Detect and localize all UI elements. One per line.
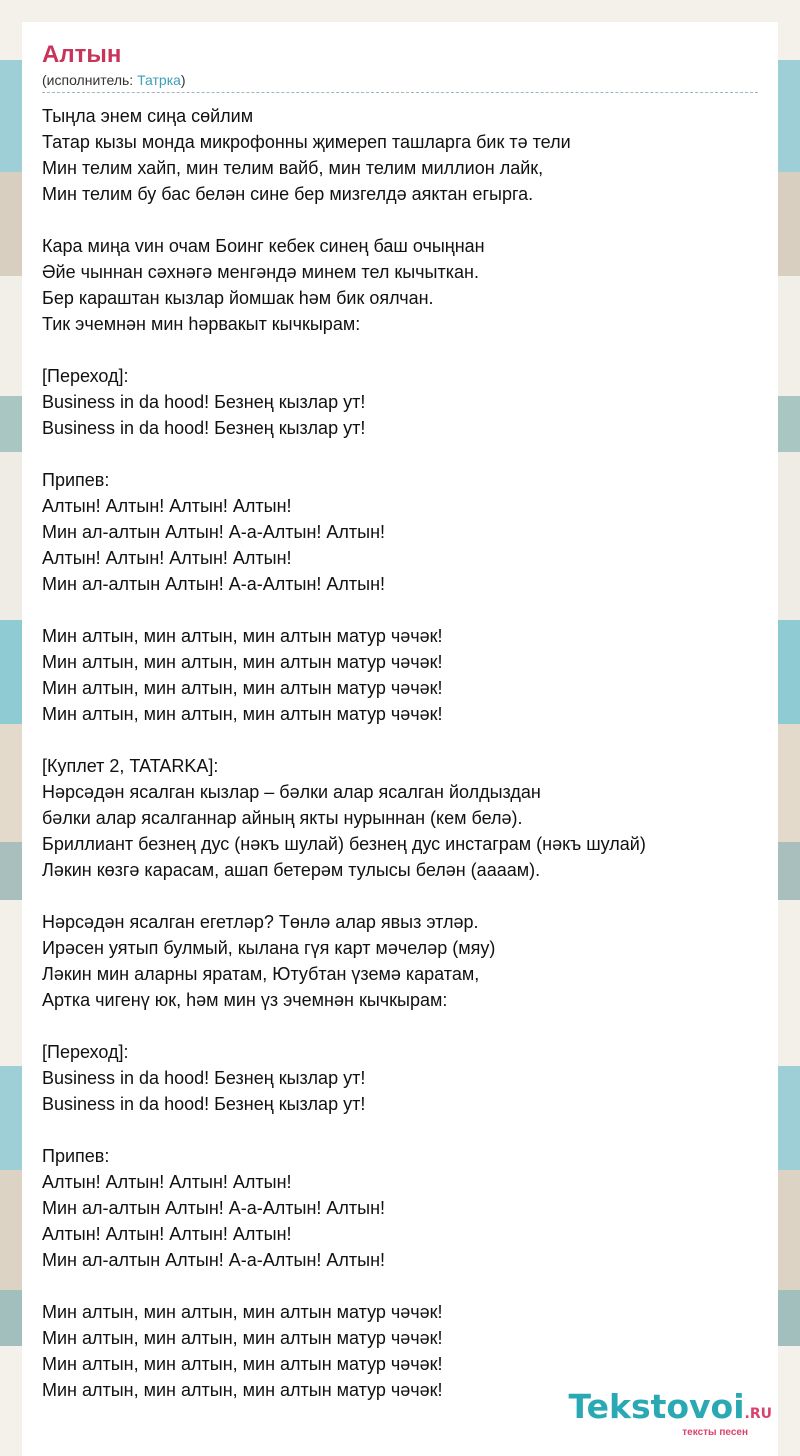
lyric-line: Мин ал-алтын Алтын! А-а-Алтын! Алтын! — [42, 1198, 386, 1218]
artist-suffix: ) — [180, 72, 186, 88]
lyric-line: Тик эчемнән мин һәрвакыт кычкырам: — [42, 314, 361, 334]
lyric-line: Мин алтын, мин алтын, мин алтын матур чәчәк! — [42, 1328, 443, 1348]
lyric-line: Business in da hood! Безнең кызлар ут! — [42, 1094, 366, 1114]
lyric-line: Нәрсәдән ясалган кызлар – бәлки алар ясалган йолдыздан — [42, 782, 541, 802]
logo-name: Tekstovoi — [568, 1387, 745, 1426]
lyric-line: Мин алтын, мин алтын, мин алтын матур чәчәк! — [42, 1354, 443, 1374]
lyric-line: Мин ал-алтын Алтын! А-а-Алтын! Алтын! — [42, 574, 386, 594]
lyric-line: Мин алтын, мин алтын, мин алтын матур чәчәк! — [42, 704, 443, 724]
lyric-line: Алтын! Алтын! Алтын! Алтын! — [42, 1224, 292, 1244]
lyric-line: Мин алтын, мин алтын, мин алтын матур чәчәк! — [42, 1380, 443, 1400]
lyric-line: Мин алтын, мин алтын, мин алтын матур чәчәк! — [42, 652, 443, 672]
lyrics-card — [22, 22, 778, 1456]
lyric-line: Припев: — [42, 470, 110, 490]
lyric-line: Бриллиант безнең дус (нәкъ шулай) безнең дус инстаграм (нәкъ шулай) — [42, 834, 646, 854]
lyric-line — [42, 207, 758, 233]
lyric-line: Мин ал-алтын Алтын! А-а-Алтын! Алтын! — [42, 522, 386, 542]
lyric-line: Business in da hood! Безнең кызлар ут! — [42, 418, 366, 438]
lyrics-text — [42, 103, 758, 1403]
lyric-line — [42, 1273, 758, 1299]
lyric-line: Business in da hood! Безнең кызлар ут! — [42, 1068, 366, 1088]
site-logo[interactable] — [568, 1387, 772, 1438]
song-title: Алтын — [42, 41, 122, 68]
lyric-line: Мин алтын, мин алтын, мин алтын матур чәчәк! — [42, 626, 443, 646]
lyric-line: [Куплет 2, TATARKA]: — [42, 756, 219, 776]
lyric-line: Кара миңа vин очам Боинг кебек синең баш очыңнан — [42, 236, 485, 256]
lyric-line: Припев: — [42, 1146, 110, 1166]
lyric-line: Алтын! Алтын! Алтын! Алтын! — [42, 548, 292, 568]
lyric-line: Business in da hood! Безнең кызлар ут! — [42, 392, 366, 412]
lyric-line — [42, 727, 758, 753]
lyric-line: Мин алтын, мин алтын, мин алтын матур чәчәк! — [42, 1302, 443, 1322]
lyric-line — [42, 337, 758, 363]
logo-tagline: тексты песен — [682, 1427, 748, 1438]
lyric-line: Ирәсен уятып булмый, кылана гүя карт мәчеләр (мяу) — [42, 938, 496, 958]
lyric-line: Нәрсәдән ясалган егетләр? Төнлә алар явыз этләр. — [42, 912, 479, 932]
lyric-line — [42, 441, 758, 467]
lyric-line: Бер караштан кызлар йомшак һәм бик оялчан. — [42, 288, 434, 308]
lyric-line: Ләкин мин аларны яратам, Ютубтан үземә каратам, — [42, 964, 480, 984]
lyric-line: Ләкин көзгә карасам, ашап бетерәм тулысы белән (аааам). — [42, 860, 541, 880]
lyric-line: Тыңла энем сиңа сөйлим — [42, 106, 254, 126]
artist-line — [42, 70, 758, 93]
lyric-line: [Переход]: — [42, 366, 129, 386]
lyric-line — [42, 1117, 758, 1143]
logo-domain: .RU — [744, 1406, 772, 1422]
lyric-line: Мин алтын, мин алтын, мин алтын матур чәчәк! — [42, 678, 443, 698]
artist-prefix: (исполнитель: — [42, 72, 138, 88]
lyric-line: Артка чигенү юк, һәм мин үз эчемнән кычкырам: — [42, 990, 448, 1010]
lyric-line: Алтын! Алтын! Алтын! Алтын! — [42, 1172, 292, 1192]
lyric-line: Мин телим бу бас белән сине бер мизгелдә аяктан егырга. — [42, 184, 534, 204]
lyric-line: [Переход]: — [42, 1042, 129, 1062]
lyric-line: бәлки алар ясалганнар айның якты нурыннан (кем белә). — [42, 808, 523, 828]
artist-link[interactable]: Татрка — [137, 72, 181, 88]
lyric-line: Татар кызы монда микрофонны җимереп ташларга бик тә тели — [42, 132, 571, 152]
lyric-line: Мин телим хайп, мин телим вайб, мин телим миллион лайк, — [42, 158, 544, 178]
lyric-line: Мин ал-алтын Алтын! А-а-Алтын! Алтын! — [42, 1250, 386, 1270]
lyric-line: Алтын! Алтын! Алтын! Алтын! — [42, 496, 292, 516]
lyric-line — [42, 1013, 758, 1039]
lyric-line — [42, 597, 758, 623]
lyric-line — [42, 883, 758, 909]
lyric-line: Әйе чыннан сәхнәгә менгәндә минем тел кычыткан. — [42, 262, 479, 282]
